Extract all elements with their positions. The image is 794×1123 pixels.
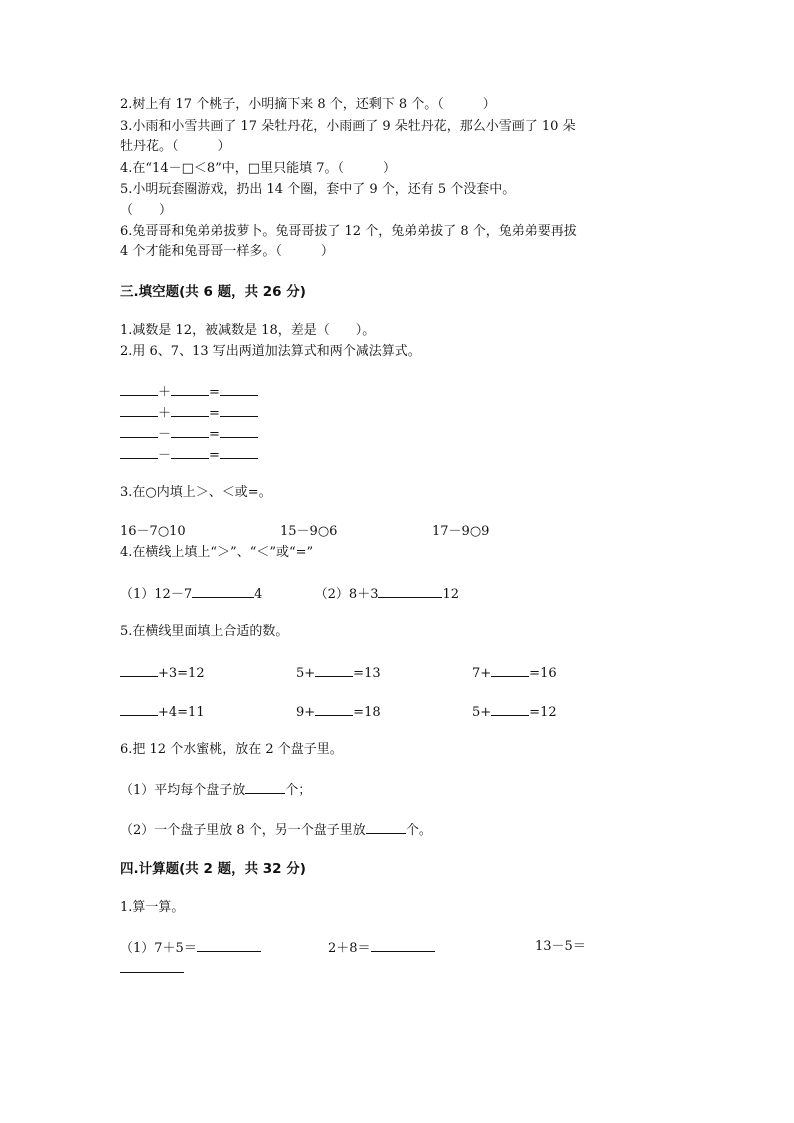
equals-sign: = bbox=[209, 406, 220, 421]
q4-a-suffix: 4 bbox=[254, 587, 263, 602]
compare-item: 16－7○10 bbox=[120, 524, 186, 539]
q4-b-prefix: （2）8＋3 bbox=[314, 587, 379, 602]
judge-item-6-line1: 6.兔哥哥和兔弟弟拔萝卜。兔哥哥拔了 12 个，兔弟弟拔了 8 个，兔弟弟要再拔 bbox=[120, 224, 577, 239]
equals-sign: = bbox=[209, 427, 220, 442]
answer-blank[interactable] bbox=[220, 445, 258, 459]
eq-prefix: 7+ bbox=[472, 666, 492, 681]
q6-a-suffix: 个； bbox=[285, 783, 312, 798]
calc-expression: 13－5＝ bbox=[535, 939, 586, 954]
answer-blank[interactable] bbox=[220, 382, 258, 396]
q6-b-suffix: 个。 bbox=[405, 823, 432, 838]
eq-prefix: 5+ bbox=[296, 666, 316, 681]
calc-item bbox=[120, 938, 261, 958]
answer-blank[interactable] bbox=[171, 382, 209, 396]
equals-sign: = bbox=[209, 385, 220, 400]
fill-equation bbox=[296, 702, 381, 722]
operator: ＋ bbox=[158, 406, 172, 421]
eq-suffix: +4=11 bbox=[158, 705, 205, 720]
answer-blank[interactable] bbox=[120, 445, 158, 459]
answer-blank[interactable] bbox=[192, 584, 254, 598]
answer-blank[interactable] bbox=[315, 663, 353, 677]
fill-equation bbox=[472, 663, 557, 683]
section-4-heading: 四.计算题(共 2 题，共 32 分) bbox=[120, 861, 306, 877]
answer-blank[interactable] bbox=[366, 820, 406, 834]
answer-blank[interactable] bbox=[315, 702, 353, 716]
answer-blank[interactable] bbox=[197, 938, 261, 952]
answer-blank[interactable] bbox=[171, 445, 209, 459]
answer-blank[interactable] bbox=[120, 382, 158, 396]
fill-q1: 1.减数是 12，被减数是 18，差是（ ）。 bbox=[120, 323, 376, 338]
equation-row bbox=[120, 403, 258, 423]
fill-q6-part1 bbox=[120, 780, 311, 800]
fill-q2: 2.用 6、7、13 写出两道加法算式和两个减法算式。 bbox=[120, 344, 421, 359]
fill-equation bbox=[296, 663, 381, 683]
answer-blank[interactable] bbox=[220, 424, 258, 438]
answer-blank[interactable] bbox=[120, 424, 158, 438]
judge-item-5-line1: 5.小明玩套圈游戏，扔出 14 个圈，套中了 9 个，还有 5 个没套中。 bbox=[120, 182, 516, 197]
answer-blank[interactable] bbox=[171, 403, 209, 417]
judge-item-6-line2: 4 个才能和兔哥哥一样多。（ ） bbox=[120, 244, 334, 259]
fill-q4-items bbox=[120, 584, 459, 604]
calc-expression: （1）7＋5＝ bbox=[120, 941, 197, 956]
eq-suffix: +3=12 bbox=[158, 666, 205, 681]
calc-expression: 2＋8＝ bbox=[328, 941, 371, 956]
section-3-heading: 三.填空题(共 6 题，共 26 分) bbox=[120, 284, 306, 300]
fill-equation bbox=[120, 702, 205, 722]
calc-q1: 1.算一算。 bbox=[120, 900, 185, 915]
calc-item bbox=[328, 938, 435, 958]
answer-blank[interactable] bbox=[491, 702, 529, 716]
answer-blank[interactable] bbox=[378, 584, 442, 598]
fill-q4: 4.在横线上填上“＞”、“＜”或“=” bbox=[120, 545, 314, 560]
eq-suffix: =18 bbox=[353, 705, 381, 720]
judge-item-3-line1: 3.小雨和小雪共画了 17 朵牡丹花，小雨画了 9 朵牡丹花，那么小雪画了 10 朵 bbox=[120, 119, 576, 134]
compare-item: 15－9○6 bbox=[280, 524, 338, 539]
answer-blank[interactable] bbox=[171, 424, 209, 438]
q6-a-prefix: （1）平均每个盘子放 bbox=[120, 783, 246, 798]
answer-blank[interactable] bbox=[120, 702, 158, 716]
answer-blank[interactable] bbox=[120, 403, 158, 417]
answer-blank[interactable] bbox=[120, 959, 184, 973]
operator: － bbox=[158, 448, 172, 463]
q4-b-suffix: 12 bbox=[442, 587, 460, 602]
fill-q6: 6.把 12 个水蜜桃，放在 2 个盘子里。 bbox=[120, 742, 343, 757]
compare-item: 17－9○9 bbox=[432, 524, 490, 539]
judge-item-5-line2: （ ） bbox=[120, 203, 173, 218]
equals-sign: = bbox=[209, 448, 220, 463]
answer-blank[interactable] bbox=[245, 780, 285, 794]
fill-equation bbox=[472, 702, 557, 722]
judge-item-4: 4.在“14－□＜8”中，□里只能填 7。（ ） bbox=[120, 161, 396, 176]
fill-q3: 3.在○内填上＞、＜或=。 bbox=[120, 485, 272, 500]
q6-b-prefix: （2）一个盘子里放 8 个，另一个盘子里放 bbox=[120, 823, 366, 838]
fill-q6-part2 bbox=[120, 820, 432, 840]
operator: ＋ bbox=[158, 385, 172, 400]
eq-suffix: =13 bbox=[353, 666, 381, 681]
q4-a-prefix: （1）12－7 bbox=[120, 587, 193, 602]
equation-row bbox=[120, 424, 258, 444]
calc-item-wrapped-blank bbox=[120, 959, 184, 979]
judge-item-3-line2: 牡丹花。（ ） bbox=[120, 139, 231, 154]
operator: － bbox=[158, 427, 172, 442]
calc-item bbox=[535, 938, 586, 956]
equation-row bbox=[120, 445, 258, 465]
answer-blank[interactable] bbox=[120, 663, 158, 677]
eq-prefix: 9+ bbox=[296, 705, 316, 720]
judge-item-2: 2.树上有 17 个桃子，小明摘下来 8 个，还剩下 8 个。（ ） bbox=[120, 97, 496, 112]
fill-q5: 5.在横线里面填上合适的数。 bbox=[120, 624, 289, 639]
equation-row bbox=[120, 382, 258, 402]
eq-suffix: =16 bbox=[529, 666, 557, 681]
fill-equation bbox=[120, 663, 205, 683]
answer-blank[interactable] bbox=[491, 663, 529, 677]
eq-prefix: 5+ bbox=[472, 705, 492, 720]
eq-suffix: =12 bbox=[529, 705, 557, 720]
answer-blank[interactable] bbox=[220, 403, 258, 417]
answer-blank[interactable] bbox=[371, 938, 435, 952]
